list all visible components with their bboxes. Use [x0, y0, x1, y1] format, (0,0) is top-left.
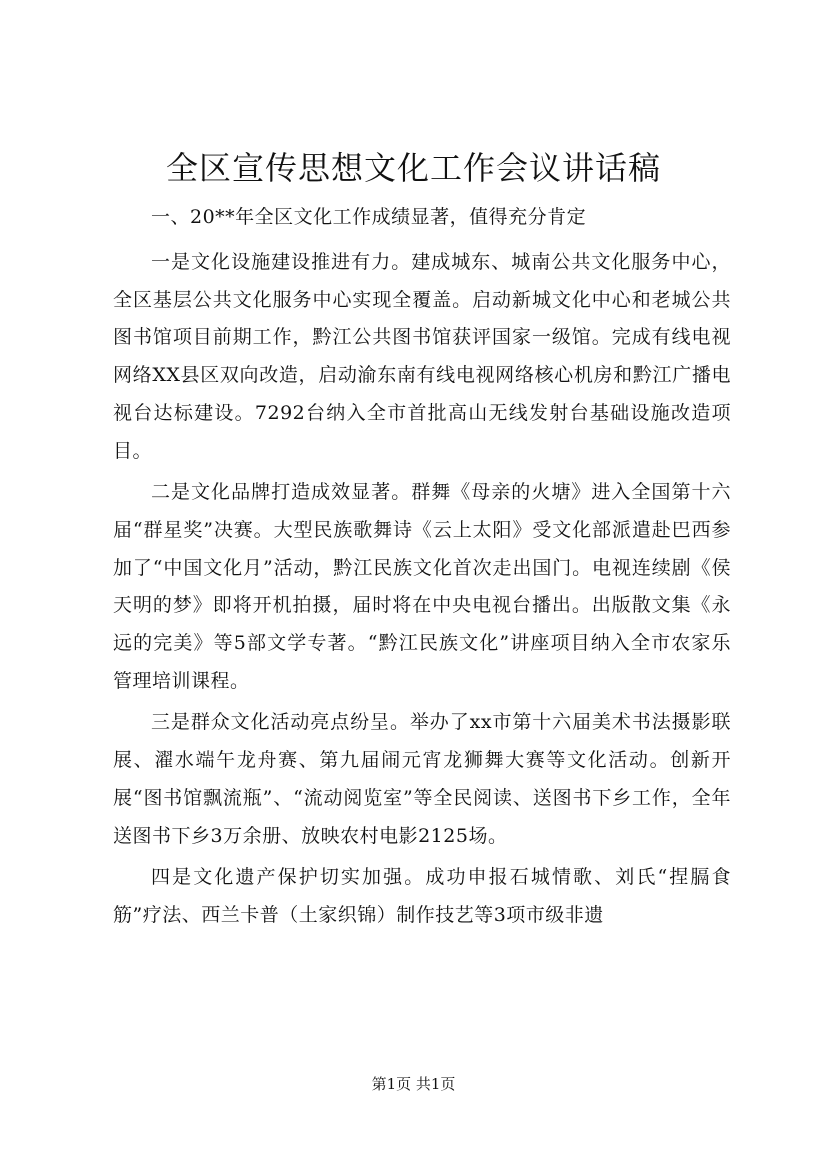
document-title: 全区宣传思想文化工作会议讲话稿	[165, 149, 661, 187]
body-paragraph-facilities: 一是文化设施建设推进有力。建成城东、城南公共文化服务中心，全区基层公共文化服务中心实现全覆盖。启动新城文化中心和老城公共图书馆项目前期工作，黔江公共图书馆获评国家一级馆。完成有线电视网络XX县区双向改造，启动渝东南有线电视网络核心机房和黔江广播电视台达标建设。7292台纳入全市首批高山无线发射台基础设施改造项目。	[113, 250, 731, 462]
section-heading: 一、20**年全区文化工作成绩显著，值得充分肯定	[151, 206, 587, 228]
page-number-footer: 第1页 共1页	[371, 1075, 456, 1093]
body-paragraph-heritage: 四是文化遗产保护切实加强。成功申报石城情歌、刘氏“捏膈食筋”疗法、西兰卡普（土家织锦）制作技艺等3项市级非遗	[113, 866, 731, 926]
body-paragraph-brand: 二是文化品牌打造成效显著。群舞《母亲的火塘》进入全国第十六届“群星奖”决赛。大型民族歌舞诗《云上太阳》受文化部派遣赴巴西参加了“中国文化月”活动，黔江民族文化首次走出国门。电视连续剧《侯天明的梦》即将开机拍摄，届时将在中央电视台播出。出版散文集《永远的完美》等5部文学专著。“黔江民族文化”讲座项目纳入全市农家乐管理培训课程。	[113, 481, 731, 693]
document-body	[113, 199, 731, 935]
body-paragraph-activities: 三是群众文化活动亮点纷呈。举办了xx市第十六届美术书法摄影联展、濯水端午龙舟赛、第九届闹元宵龙狮舞大赛等文化活动。创新开展“图书馆飘流瓶”、“流动阅览室”等全民阅读、送图书下乡工作，全年送图书下乡3万余册、放映农村电影2125场。	[113, 711, 731, 847]
